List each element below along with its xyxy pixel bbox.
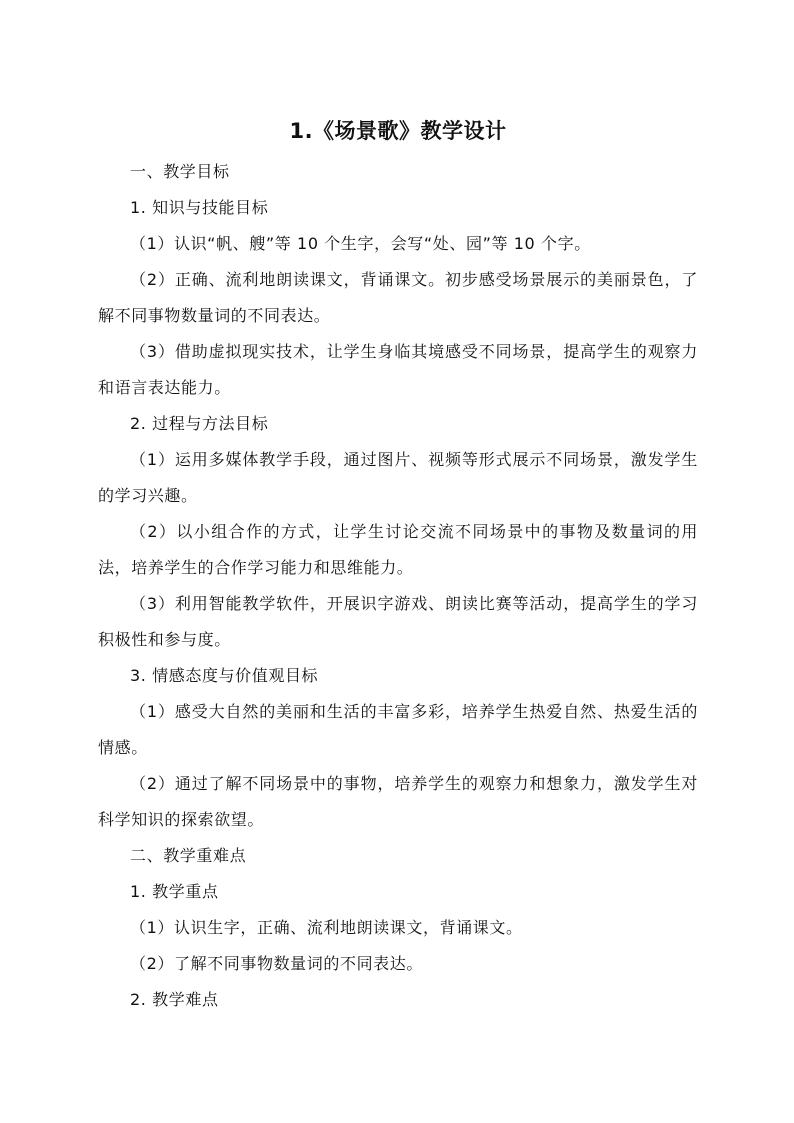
subheading-key-points: 1. 教学重点: [130, 882, 219, 901]
paragraph: （3）利用智能教学软件，开展识字游戏、朗读比赛等活动，提高学生的学习积极性和参与度。: [98, 594, 698, 649]
paragraph: （1）运用多媒体教学手段，通过图片、视频等形式展示不同场景，激发学生的学习兴趣。: [98, 450, 698, 505]
subheading-process-methods: 2. 过程与方法目标: [130, 414, 269, 433]
paragraph: （2）通过了解不同场景中的事物，培养学生的观察力和想象力，激发学生对科学知识的探索欲望。: [98, 774, 698, 829]
paragraph: （2）了解不同事物数量词的不同表达。: [130, 954, 423, 973]
paragraph: （3）借助虚拟现实技术，让学生身临其境感受不同场景，提高学生的观察力和语言表达能力。: [98, 342, 698, 397]
subheading-difficult-points: 2. 教学难点: [130, 990, 219, 1009]
section-heading-key-difficult-points: 二、教学重难点: [130, 846, 247, 865]
section-heading-teaching-goals: 一、教学目标: [130, 162, 230, 181]
subheading-emotion-values: 3. 情感态度与价值观目标: [130, 666, 319, 685]
paragraph: （1）认识生字，正确、流利地朗读课文，背诵课文。: [130, 918, 523, 937]
paragraph: （1）感受大自然的美丽和生活的丰富多彩，培养学生热爱自然、热爱生活的情感。: [98, 702, 698, 757]
subheading-knowledge-skills: 1. 知识与技能目标: [130, 198, 269, 217]
document-title: 1.《场景歌》教学设计: [289, 119, 507, 143]
document-body: [98, 114, 698, 1018]
paragraph: （1）认识“帆、艘”等 10 个生字，会写“处、园”等 10 个字。: [130, 234, 591, 253]
paragraph: （2）正确、流利地朗读课文，背诵课文。初步感受场景展示的美丽景色，了解不同事物数量词的不同表达。: [98, 270, 698, 325]
paragraph: （2）以小组合作的方式，让学生讨论交流不同场景中的事物及数量词的用法，培养学生的合作学习能力和思维能力。: [98, 522, 698, 577]
